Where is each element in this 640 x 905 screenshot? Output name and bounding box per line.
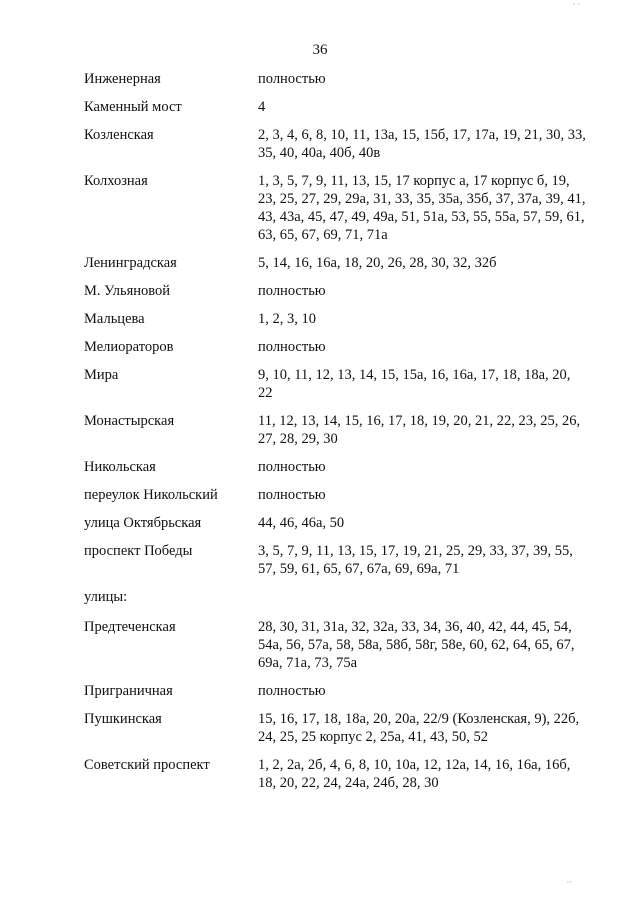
street-name: Советский проспект	[84, 757, 210, 773]
street-name: М. Ульяновой	[84, 283, 171, 299]
street-entry	[84, 618, 594, 672]
house-numbers: 1, 2, 2а, 2б, 4, 6, 8, 10, 10а, 12, 12а, 14, 16, 16а, 16б, 18, 20, 22, 24, 24а, 24б, 28, 30	[258, 757, 571, 791]
house-numbers: 9, 10, 11, 12, 13, 14, 15, 15а, 16, 16а, 17, 18, 18а, 20, 22	[258, 367, 571, 401]
street-entry	[84, 458, 594, 476]
house-numbers: 2, 3, 4, 6, 8, 10, 11, 13а, 15, 15б, 17, 17а, 19, 21, 30, 33, 35, 40, 40а, 40б, 40в	[258, 127, 586, 161]
street-entry	[84, 486, 594, 504]
street-name: Козленская	[84, 127, 154, 143]
street-name: Ленинградская	[84, 255, 177, 271]
street-name: Мелиораторов	[84, 339, 174, 355]
street-entry	[84, 282, 594, 300]
street-name: Никольская	[84, 459, 156, 475]
street-entry	[84, 412, 594, 448]
house-numbers: 44, 46, 46а, 50	[258, 515, 345, 531]
street-group-1	[84, 70, 594, 578]
street-name: переулок Никольский	[84, 487, 218, 503]
street-entry	[84, 514, 594, 532]
street-entry	[84, 254, 594, 272]
street-entry	[84, 310, 594, 328]
house-numbers: полностью	[258, 339, 326, 355]
street-name: Мира	[84, 367, 119, 383]
street-entry	[84, 682, 594, 700]
house-numbers: 11, 12, 13, 14, 15, 16, 17, 18, 19, 20, 21, 22, 23, 25, 26, 27, 28, 29, 30	[258, 413, 581, 447]
street-name: Каменный мост	[84, 99, 182, 115]
street-name: улица Октябрьская	[84, 515, 202, 531]
house-numbers: полностью	[258, 683, 326, 699]
house-numbers: 3, 5, 7, 9, 11, 13, 15, 17, 19, 21, 25, 29, 33, 37, 39, 55, 57, 59, 61, 65, 67, 67а, 69, 69а, 71	[258, 543, 573, 577]
street-entry	[84, 756, 594, 792]
street-entry	[84, 366, 594, 402]
street-name: Приграничная	[84, 683, 173, 699]
house-numbers: 5, 14, 16, 16а, 18, 20, 26, 28, 30, 32, 32б	[258, 255, 497, 271]
house-numbers: полностью	[258, 487, 326, 503]
scan-mark: ··	[566, 878, 572, 887]
street-entry	[84, 172, 594, 244]
house-numbers: полностью	[258, 71, 326, 87]
street-name: Монастырская	[84, 413, 175, 429]
scan-mark: · ·	[572, 0, 580, 9]
street-name: Предтеченская	[84, 619, 176, 635]
street-entry	[84, 70, 594, 88]
house-numbers: 4	[258, 99, 266, 115]
street-entry	[84, 338, 594, 356]
street-name: Колхозная	[84, 173, 148, 189]
house-numbers: 1, 3, 5, 7, 9, 11, 13, 15, 17 корпус а, 17 корпус б, 19, 23, 25, 27, 29, 29а, 31, 33, 35, 35а, 35б, 37, 37а, 39, 41, 43, 43а, 45, 47, 49, 49а, 51, 51а, 53, 55, 55а, 57, 59, 61, 63, 65, 67, 69, 71, 71а	[258, 173, 586, 243]
street-group-2	[84, 618, 594, 792]
house-numbers: 1, 2, 3, 10	[258, 311, 316, 327]
page-number: 36	[312, 42, 328, 58]
house-numbers: 28, 30, 31, 31а, 32, 32а, 33, 34, 36, 40, 42, 44, 45, 54, 54а, 56, 57а, 58, 58а, 58б, 58г, 58е, 60, 62, 64, 65, 67, 69а, 71а, 73, 75а	[258, 619, 575, 671]
house-numbers: 15, 16, 17, 18, 18а, 20, 20а, 22/9 (Козленская, 9), 22б, 24, 25, 25 корпус 2, 25а, 41, 43, 50, 52	[258, 711, 580, 745]
street-entry	[84, 98, 594, 116]
street-name: Инженерная	[84, 71, 161, 87]
section-label: улицы:	[84, 589, 128, 605]
house-numbers: полностью	[258, 283, 326, 299]
house-numbers: полностью	[258, 459, 326, 475]
street-name: Мальцева	[84, 311, 145, 327]
street-list	[84, 70, 594, 802]
street-entry	[84, 126, 594, 162]
street-name: Пушкинская	[84, 711, 162, 727]
street-entry	[84, 542, 594, 578]
street-entry	[84, 710, 594, 746]
street-name: проспект Победы	[84, 543, 193, 559]
